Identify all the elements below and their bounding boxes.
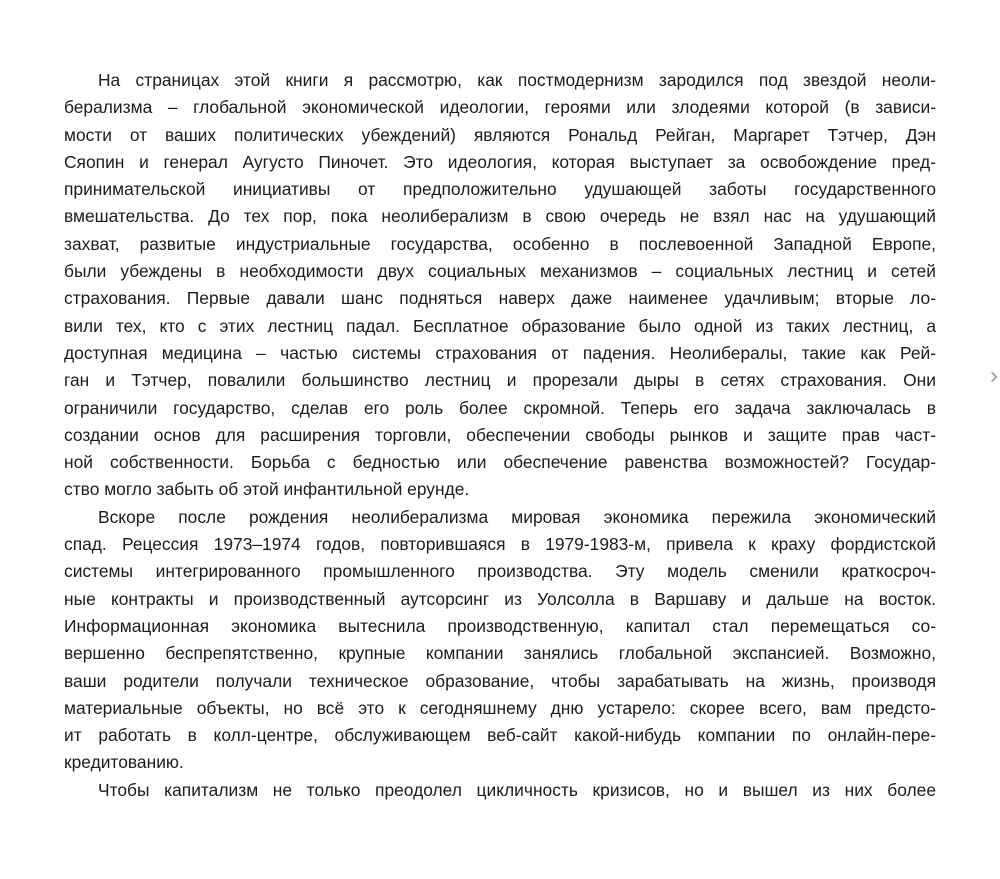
- paragraph-3: [64, 777, 936, 804]
- paragraph-1: [64, 67, 936, 504]
- chevron-right-icon[interactable]: ›: [990, 362, 998, 389]
- text-line: На страницах этой книги я рассмотрю, как постмодернизм зародился под звездой неоли-: [98, 70, 936, 90]
- text-line: Информационная экономика вытеснила производственную, капитал стал перемещаться со-: [64, 615, 936, 636]
- text-line: принимательской инициативы от предположительно удушающей заботы государственного: [64, 179, 936, 200]
- text-line: ные контракты и производственный аутсорсинг из Уолсолла в Варшаву и дальше на восток.: [64, 588, 936, 609]
- text-line: Сяопин и генерал Аугусто Пиночет. Это идеология, которая выступает за освобождение пред-: [64, 151, 936, 172]
- text-line: были убеждены в необходимости двух социальных механизмов – социальных лестниц и сетей: [64, 261, 936, 282]
- text-line: спад. Рецессия 1973–1974 годов, повторившаяся в 1979-1983-м, привела к краху фордистской: [64, 534, 936, 555]
- text-line: ограничили государство, сделав его роль более скромной. Теперь его задача заключалась в: [64, 397, 936, 418]
- text-line: берализма – глобальной экономической идеологии, героями или злодеями которой (в зависи-: [64, 97, 936, 118]
- text-line: Вскоре после рождения неолиберализма мировая экономика пережила экономический: [98, 506, 936, 527]
- text-line: ваши родители получали техническое образование, чтобы зарабатывать на жизнь, производя: [64, 670, 936, 691]
- text-line: ной собственности. Борьба с бедностью или обеспечение равенства возможностей? Государ-: [64, 452, 936, 473]
- text-line: мости от ваших политических убеждений) являются Рональд Рейган, Маргарет Тэтчер, Дэн: [64, 124, 936, 145]
- text-line: захват, развитые индустриальные государства, особенно в послевоенной Западной Европе,: [64, 233, 936, 254]
- text-line: Чтобы капитализм не только преодолел цикличность кризисов, но и вышел из них более: [98, 779, 936, 800]
- text-line: доступная медицина – частью системы страхования от падения. Неолибералы, такие как Рей-: [64, 342, 936, 363]
- text-line: страхования. Первые давали шанс подняться наверх даже наименее удачливым; вторые ло-: [64, 288, 936, 309]
- text-line: ство могло забыть об этой инфантильной ерунде.: [64, 479, 470, 500]
- text-line: вмешательства. До тех пор, пока неолиберализм в свою очередь не взял нас на удушающий: [64, 206, 936, 227]
- text-line: ит работать в колл-центре, обслуживающем веб-сайт какой-нибудь компании по онлайн-пере-: [64, 725, 936, 746]
- text-line: создании основ для расширения торговли, обеспечении свободы рынков и защите прав част-: [64, 424, 936, 445]
- text-line: кредитованию.: [64, 752, 184, 773]
- paragraph-2: [64, 504, 936, 777]
- book-page: [64, 67, 936, 804]
- text-line: ган и Тэтчер, повалили большинство лестниц и прорезали дыры в сетях страхования. Они: [64, 370, 936, 391]
- text-line: вершенно беспрепятственно, крупные компании занялись глобальной экспансией. Возможно,: [64, 643, 936, 664]
- text-line: материальные объекты, но всё это к сегодняшнему дню устарело: скорее всего, вам предсто-: [64, 697, 936, 718]
- text-line: вили тех, кто с этих лестниц падал. Бесплатное образование было одной из таких лестниц, а: [64, 315, 936, 336]
- text-line: системы интегрированного промышленного производства. Эту модель сменили краткосроч-: [64, 561, 936, 582]
